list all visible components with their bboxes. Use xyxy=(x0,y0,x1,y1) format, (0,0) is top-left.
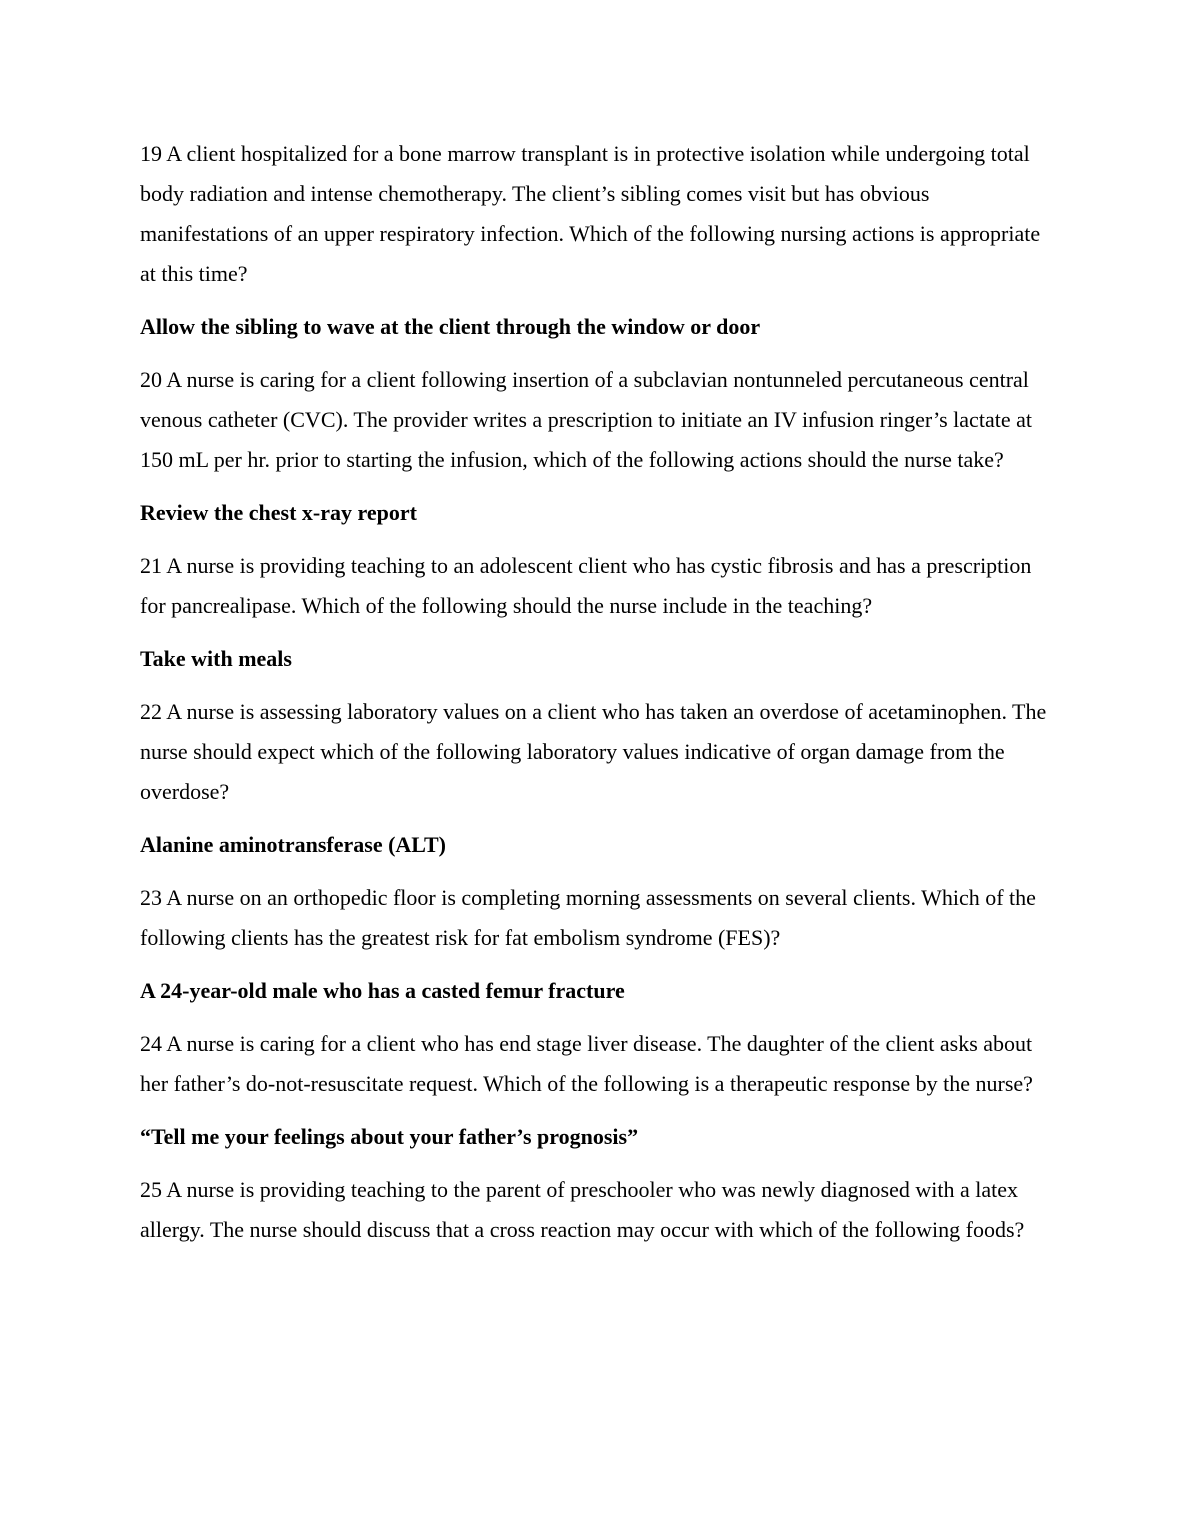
answer-20: Review the chest x-ray report xyxy=(140,500,417,525)
answer-19: Allow the sibling to wave at the client through the window or door xyxy=(140,314,761,339)
question-20: 20 A nurse is caring for a client following insertion of a subclavian nontunneled percutaneous central venous catheter (CVC). The provider writes a prescription to initiate an IV infusion ringer’s lactate at 150 mL per hr. prior to starting the infusion, which of the following actions should the nurse take? xyxy=(140,367,1032,472)
answer-21: Take with meals xyxy=(140,646,292,671)
question-23: 23 A nurse on an orthopedic floor is completing morning assessments on several clients. Which of the following clients has the greatest risk for fat embolism syndrome (FES)? xyxy=(140,885,1036,950)
question-19: 19 A client hospitalized for a bone marrow transplant is in protective isolation while undergoing total body radiation and intense chemotherapy. The client’s sibling comes visit but has obvious manifestations of an upper respiratory infection. Which of the following nursing actions is appropriate at this time? xyxy=(140,141,1041,286)
answer-24: “Tell me your feelings about your father’s prognosis” xyxy=(140,1124,639,1149)
question-22: 22 A nurse is assessing laboratory values on a client who has taken an overdose of acetaminophen. The nurse should expect which of the following laboratory values indicative of organ damage from the overdose? xyxy=(140,699,1047,804)
question-21: 21 A nurse is providing teaching to an adolescent client who has cystic fibrosis and has a prescription for pancrealipase. Which of the following should the nurse include in the teaching? xyxy=(140,553,1032,618)
question-24: 24 A nurse is caring for a client who has end stage liver disease. The daughter of the client asks about her father’s do-not-resuscitate request. Which of the following is a therapeutic response by the nurse? xyxy=(140,1031,1033,1096)
answer-22: Alanine aminotransferase (ALT) xyxy=(140,832,446,857)
answer-23: A 24-year-old male who has a casted femur fracture xyxy=(140,978,625,1003)
document-page xyxy=(140,134,1055,1263)
question-25: 25 A nurse is providing teaching to the parent of preschooler who was newly diagnosed with a latex allergy. The nurse should discuss that a cross reaction may occur with which of the following foods? xyxy=(140,1177,1025,1242)
